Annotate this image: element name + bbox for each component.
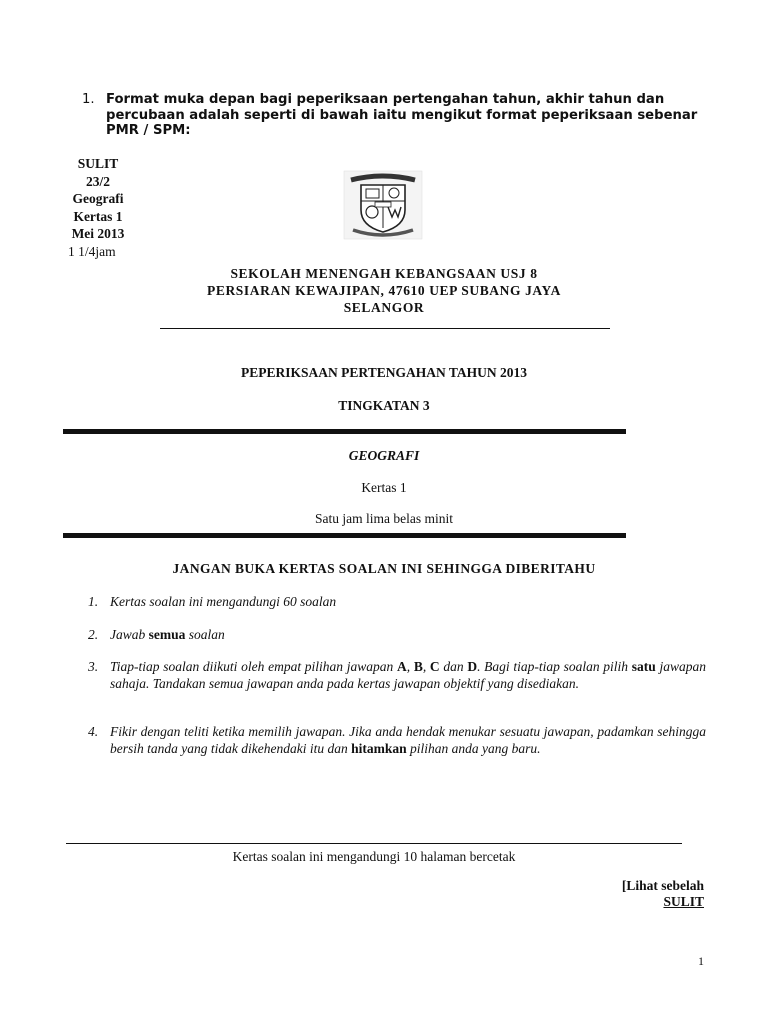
exam-time-allowed: Satu jam lima belas minit [315, 511, 453, 526]
instruction-2: 2. Jawab semua soalan [88, 627, 225, 642]
exam-subject: GEOGRAFI [348, 448, 420, 463]
intro-number: 1. [82, 92, 95, 107]
exam-paper: Kertas 1 [361, 480, 407, 495]
subject-name: Geografi [72, 191, 124, 206]
school-name: SEKOLAH MENENGAH KEBANGSAAN USJ 8 [230, 266, 538, 281]
page-count-text: Kertas soalan ini mengandungi 10 halaman bercetak [232, 849, 516, 864]
thick-divider-top [63, 429, 626, 434]
school-address: PERSIARAN KEWAJIPAN, 47610 UEP SUBANG JAYA [207, 283, 561, 298]
thick-divider-bottom [63, 533, 626, 538]
school-crest-icon [343, 170, 423, 240]
exam-header-info [58, 155, 138, 260]
turn-over-note [622, 878, 704, 910]
instruction-1: 1. Kertas soalan ini mengandungi 60 soalan [88, 594, 337, 609]
school-state: SELANGOR [343, 300, 425, 315]
exam-title: PEPERIKSAAN PERTENGAHAN TAHUN 2013 [241, 365, 527, 380]
instruction-3: 3. Tiap-tiap soalan diikuti oleh empat pilihan jawapan A, B, C dan D. Bagi tiap-tiap soalan pilih satu jawapan sahaja. Tandakan semua jawapan anda pada kertas jawapan objektif yang disediakan. [88, 659, 706, 691]
exam-duration: 1 1/4jam [68, 243, 116, 259]
instruction-4: 4. Fikir dengan teliti ketika memilih jawapan. Jika anda hendak menukar sesuatu jawapan, padamkan sehingga bersih tanda yang tidak dikehendaki itu dan hitamkan pilihan anda yang baru. [88, 724, 706, 756]
subject-code: 23/2 [85, 173, 110, 189]
exam-date: Mei 2013 [71, 226, 125, 241]
intro-paragraph [82, 92, 712, 139]
exam-form: TINGKATAN 3 [338, 398, 430, 413]
intro-text: Format muka depan bagi peperiksaan pertengahan tahun, akhir tahun dan percubaan adalah seperti di bawah iaitu mengikut format peperiksaan sebenar PMR / SPM: [106, 92, 698, 138]
classification-label: SULIT [77, 156, 119, 171]
footer-classification: SULIT [663, 894, 704, 909]
warning-text: JANGAN BUKA KERTAS SOALAN INI SEHINGGA DIBERITAHU [172, 561, 596, 576]
page-number: 1 [698, 954, 704, 968]
footer-divider [66, 843, 682, 844]
paper-label: Kertas 1 [73, 208, 123, 224]
turn-over-label: [Lihat sebelah [621, 878, 704, 893]
school-divider [160, 328, 610, 329]
